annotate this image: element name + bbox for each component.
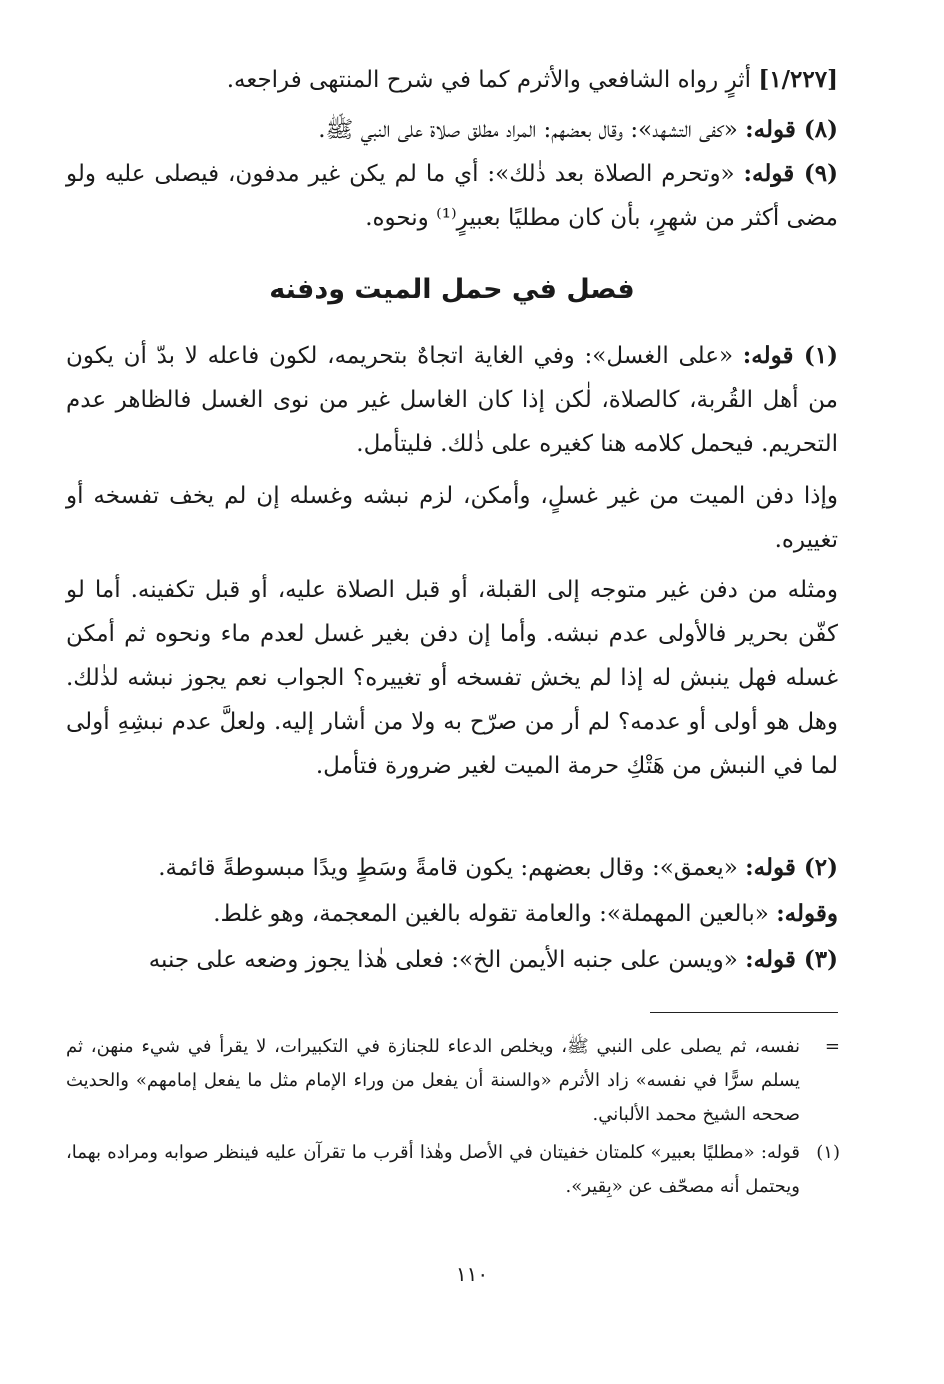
footnote-item — [66, 1136, 840, 1204]
paragraph-text: ومثله من دفن غير متوجه إلى القبلة، أو قبل الصلاة عليه، أو قبل تكفينه. أما لو كفّن بحرير فالأولى عدم نبشه. وأما إن دفن بغير غسل لعدم ماء ونحوه ثم أمكن غسله فهل ينبش له إذا لم يخش تفسخه أو تغييره؟ الجواب نعم يجوز نبشه لذٰلك. وهل هو أولى أو عدمه؟ لم أر من صرّح به ولا من أشار إليه. ولعلَّ عدم نبشِهِ أولى لما في النبش من هَتْكِ حرمة الميت لغير ضرورة فتأمل. — [66, 577, 838, 779]
footnote-separator — [650, 1012, 838, 1013]
paragraph-text: وإذا دفن الميت من غير غسلٍ، وأمكن، لزم نبشه وغسله إن لم يخف تفسخه أو تغييره. — [66, 483, 838, 553]
note-9 — [66, 152, 838, 240]
note-label: وقوله: — [776, 900, 838, 927]
note-label: (٨) قوله: — [745, 116, 838, 143]
paragraph-text: أثرٍ رواه الشافعي والأثرم كما في شرح المنتهى فراجعه. — [226, 67, 752, 93]
note-label: (٣) قوله: — [745, 946, 838, 973]
note-text: «ويسن على جنبه الأيمن الخ»: فعلى هٰذا يجوز وضعه على جنبه — [148, 947, 738, 973]
footnote-marker: = — [824, 1036, 840, 1057]
note-text: «كفى التشهد»: وقال بعضهم: المراد مطلق صلاة على النبي ﷺ. — [318, 117, 738, 143]
note-8 — [66, 108, 838, 152]
note-text: «وتحرم الصلاة بعد ذٰلك»: أي ما لم يكن غير مدفون، فيصلى عليه ولو مضى أكثر من شهرٍ، بأن كان مطليًا بعبيرٍ⁽¹⁾ ونحوه. — [66, 161, 838, 231]
note-text: «على الغسل»: وفي الغاية اتجاهٌ بتحريمه، لكون فاعله لا بدّ أن يكون من أهل القُربة، كالصلاة، لٰكن إذا كان الغاسل غير من نوى الغسل فالظاهر عدم التحريم. فيحمل كلامه هنا كغيره على ذٰلك. فليتأمل. — [66, 343, 838, 457]
paragraph-continuation — [66, 58, 838, 102]
page-reference: [١/٢٢٧] — [758, 66, 838, 93]
note-3-side — [66, 938, 838, 982]
note-2-depth — [66, 846, 838, 890]
note-text: «يعمق»: وقال بعضهم: يكون قامةً وسَطٍ ويدًا مبسوطةً قائمة. — [158, 855, 738, 881]
paragraph-exhumation — [66, 474, 838, 562]
footnote-marker: (١) — [816, 1142, 840, 1163]
paragraph-qibla — [66, 568, 838, 788]
note-1-washing — [66, 334, 838, 466]
footnote-item — [66, 1030, 840, 1132]
footnotes — [66, 1030, 840, 1204]
note-spelling — [66, 892, 838, 936]
note-label: (٩) قوله: — [743, 160, 838, 187]
footnote-text: قوله: «مطليًا بعبير» كلمتان خفيتان في الأصل وهٰذا أقرب ما تقرآن عليه فينظر صوابه ومراده بهما، ويحتمل أنه مصحّف عن «بِقير». — [66, 1142, 800, 1197]
note-text: «بالعين المهملة»: والعامة تقوله بالغين المعجمة، وهو غلط. — [213, 901, 769, 927]
note-label: (١) قوله: — [742, 342, 839, 369]
page-number: ١١٠ — [455, 1262, 489, 1286]
section-heading: فصل في حمل الميت ودفنه — [269, 274, 635, 305]
footnote-text: نفسه، ثم يصلى على النبي ﷺ، ويخلص الدعاء للجنازة في التكبيرات، لا يقرأ في شيء منهن، ثم يسلم سرًّا في نفسه» زاد الأثرم «والسنة أن يفعل من وراء الإمام مثل ما يفعل إمامهم» والحديث صححه الشيخ محمد الألباني. — [66, 1036, 800, 1125]
note-label: (٢) قوله: — [745, 854, 838, 881]
